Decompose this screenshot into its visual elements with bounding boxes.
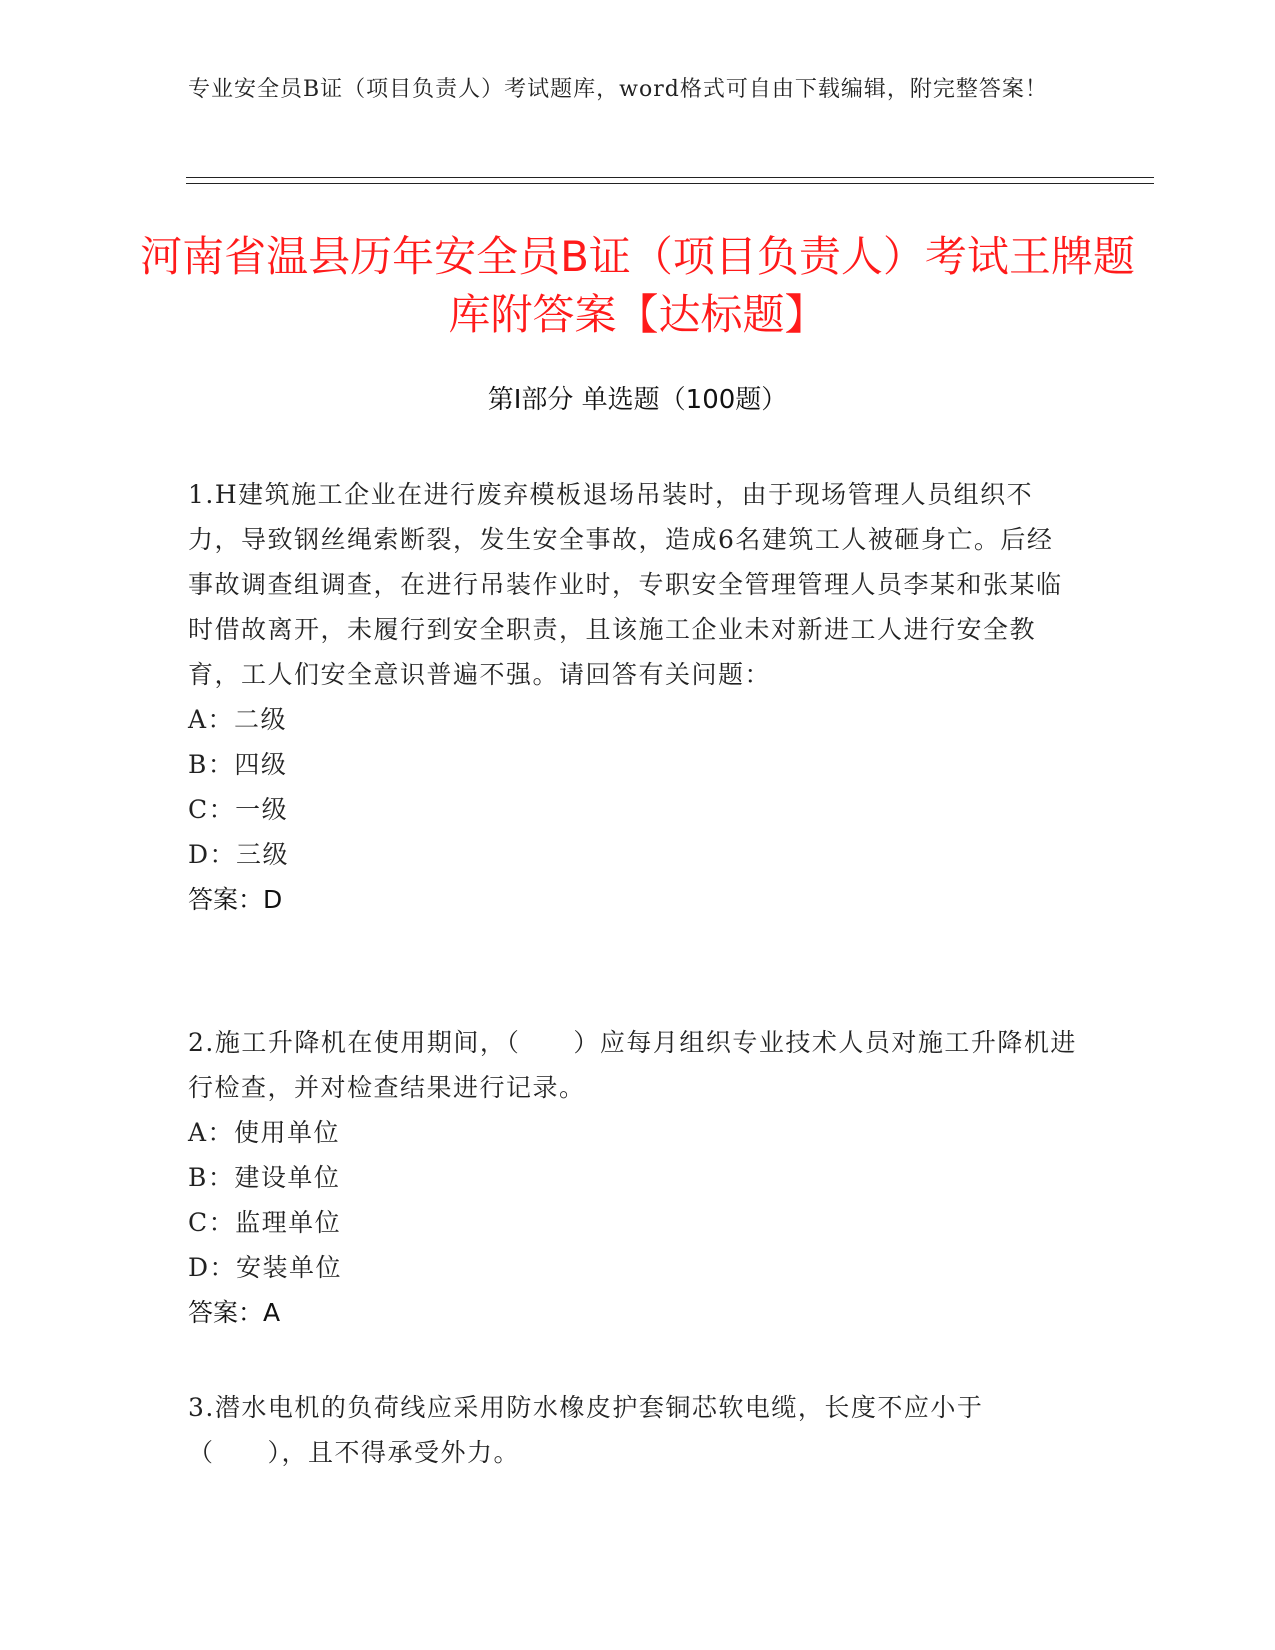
question-3 (188, 1385, 1078, 1475)
option-c: C：监理单位 (188, 1208, 342, 1237)
option-d: D：安装单位 (188, 1253, 343, 1282)
option-a: A：使用单位 (188, 1118, 341, 1147)
option-a: A：二级 (188, 705, 288, 734)
document-title: 河南省温县历年安全员B证（项目负责人）考试王牌题库附答案【达标题】 (140, 232, 1135, 339)
option-c: C：一级 (188, 795, 289, 824)
question-stem: 2.施工升降机在使用期间，（ ）应每月组织专业技术人员对施工升降机进行检查，并对检查结果进行记录。 (188, 1028, 1077, 1102)
answer-line: 答案：D (188, 885, 283, 914)
question-2 (188, 1020, 1078, 1335)
question-1 (188, 472, 1078, 922)
header-divider-top (186, 177, 1154, 178)
question-stem: 3.潜水电机的负荷线应采用防水橡皮护套铜芯软电缆，长度不应小于（ ），且不得承受外力。 (188, 1393, 984, 1467)
section-heading: 第Ⅰ部分 单选题（100题） (487, 385, 788, 415)
option-b: B：建设单位 (188, 1163, 341, 1192)
answer-line: 答案：A (188, 1298, 281, 1327)
option-d: D：三级 (188, 840, 290, 869)
option-b: B：四级 (188, 750, 288, 779)
question-stem: 1.H建筑施工企业在进行废弃模板退场吊装时，由于现场管理人员组织不力，导致钢丝绳索断裂，发生安全事故，造成6名建筑工人被砸身亡。后经事故调查组调查，在进行吊装作业时，专职安全管理管理人员李某和张某临时借故离开，未履行到安全职责，且该施工企业未对新进工人进行安全教育，工人们安全意识普遍不强。请回答有关问题： (188, 480, 1063, 689)
header-note: 专业安全员B证（项目负责人）考试题库，word格式可自由下载编辑，附完整答案！ (188, 77, 1048, 102)
header-divider-bottom (186, 183, 1154, 184)
